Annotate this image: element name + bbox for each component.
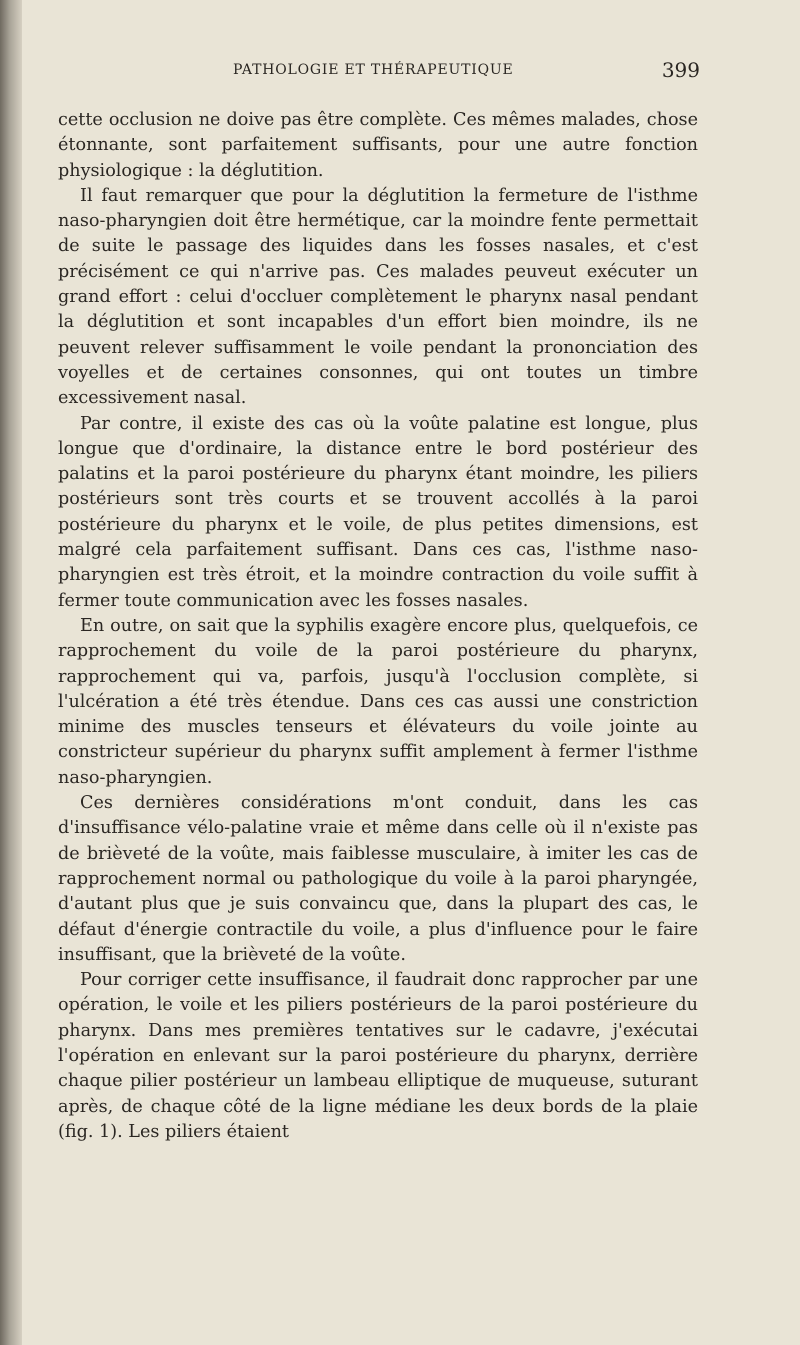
paragraph: Pour corriger cette insuffisance, il faudrait donc rapprocher par une opération, le voile et les piliers postérieurs de la paroi postérieure du pharynx. Dans mes premières tentatives sur le cadavre, j'exécutai l'opération en enlevant sur la paroi postérieure du pharynx, derrière chaque pilier postérieur un lambeau elliptique de muqueuse, suturant après, de chaque côté de la ligne médiane les deux bords de la plaie (fig. 1). Les piliers étaient (58, 970, 698, 1142)
paragraph: En outre, on sait que la syphilis exagère encore plus, quelquefois, ce rapprochement du voile de la paroi postérieure du pharynx, rapprochement qui va, parfois, jusqu'à l'occlusion complète, si l'ulcération a été très étendue. Dans ces cas aussi une constriction minime des muscles tenseurs et élévateurs du voile jointe au constricteur supérieur du pharynx suffit amplement à fermer l'isthme naso-pharyngien. (58, 615, 698, 788)
book-spine-shadow (0, 0, 22, 1345)
paragraph: Il faut remarquer que pour la déglutition la fermeture de l'isthme naso-pharyngien doit être hermétique, car la moindre fente permettait de suite le passage des liquides dans les fosses nasales, et c'est précisément ce qui n'arrive pas. Ces malades peuveut exécuter un grand effort : celui d'occluer complètement le pharynx nasal pendant la déglutition et sont incapables d'un effort bien moindre, ils ne peuvent relever suffisamment le voile pendant la prononciation des voyelles et de certaines consonnes, qui ont toutes un timbre excessivement nasal. (58, 185, 698, 409)
book-page (58, 56, 698, 1145)
page-body (58, 108, 698, 1145)
running-title: PATHOLOGIE ET THÉRAPEUTIQUE (233, 62, 514, 78)
page-number: 399 (661, 58, 700, 82)
page-header (58, 56, 698, 86)
paragraph: Ces dernières considérations m'ont conduit, dans les cas d'insuffisance vélo-palatine vraie et même dans celle où il n'existe pas de brièveté de la voûte, mais faiblesse musculaire, à imiter les cas de rapprochement normal ou pathologique du voile à la paroi pharyngée, d'autant plus que je suis convaincu que, dans la plupart des cas, le défaut d'énergie contractile du voile, a plus d'influence pour le faire insuffisant, que la brièveté de la voûte. (58, 793, 698, 965)
paragraph: Par contre, il existe des cas où la voûte palatine est longue, plus longue que d'ordinaire, la distance entre le bord postérieur des palatins et la paroi postérieure du pharynx étant moindre, les piliers postérieurs sont très courts et se trouvent accollés à la paroi postérieure du pharynx et le voile, de plus petites dimensions, est malgré cela parfaitement suffisant. Dans ces cas, l'isthme naso-pharyngien est très étroit, et la moindre contraction du voile suffit à fermer toute communication avec les fosses nasales. (58, 413, 698, 611)
paragraph: cette occlusion ne doive pas être complète. Ces mêmes malades, chose étonnante, sont parfaitement suffisants, pour une autre fonction physiologique : la déglutition. (58, 110, 698, 181)
